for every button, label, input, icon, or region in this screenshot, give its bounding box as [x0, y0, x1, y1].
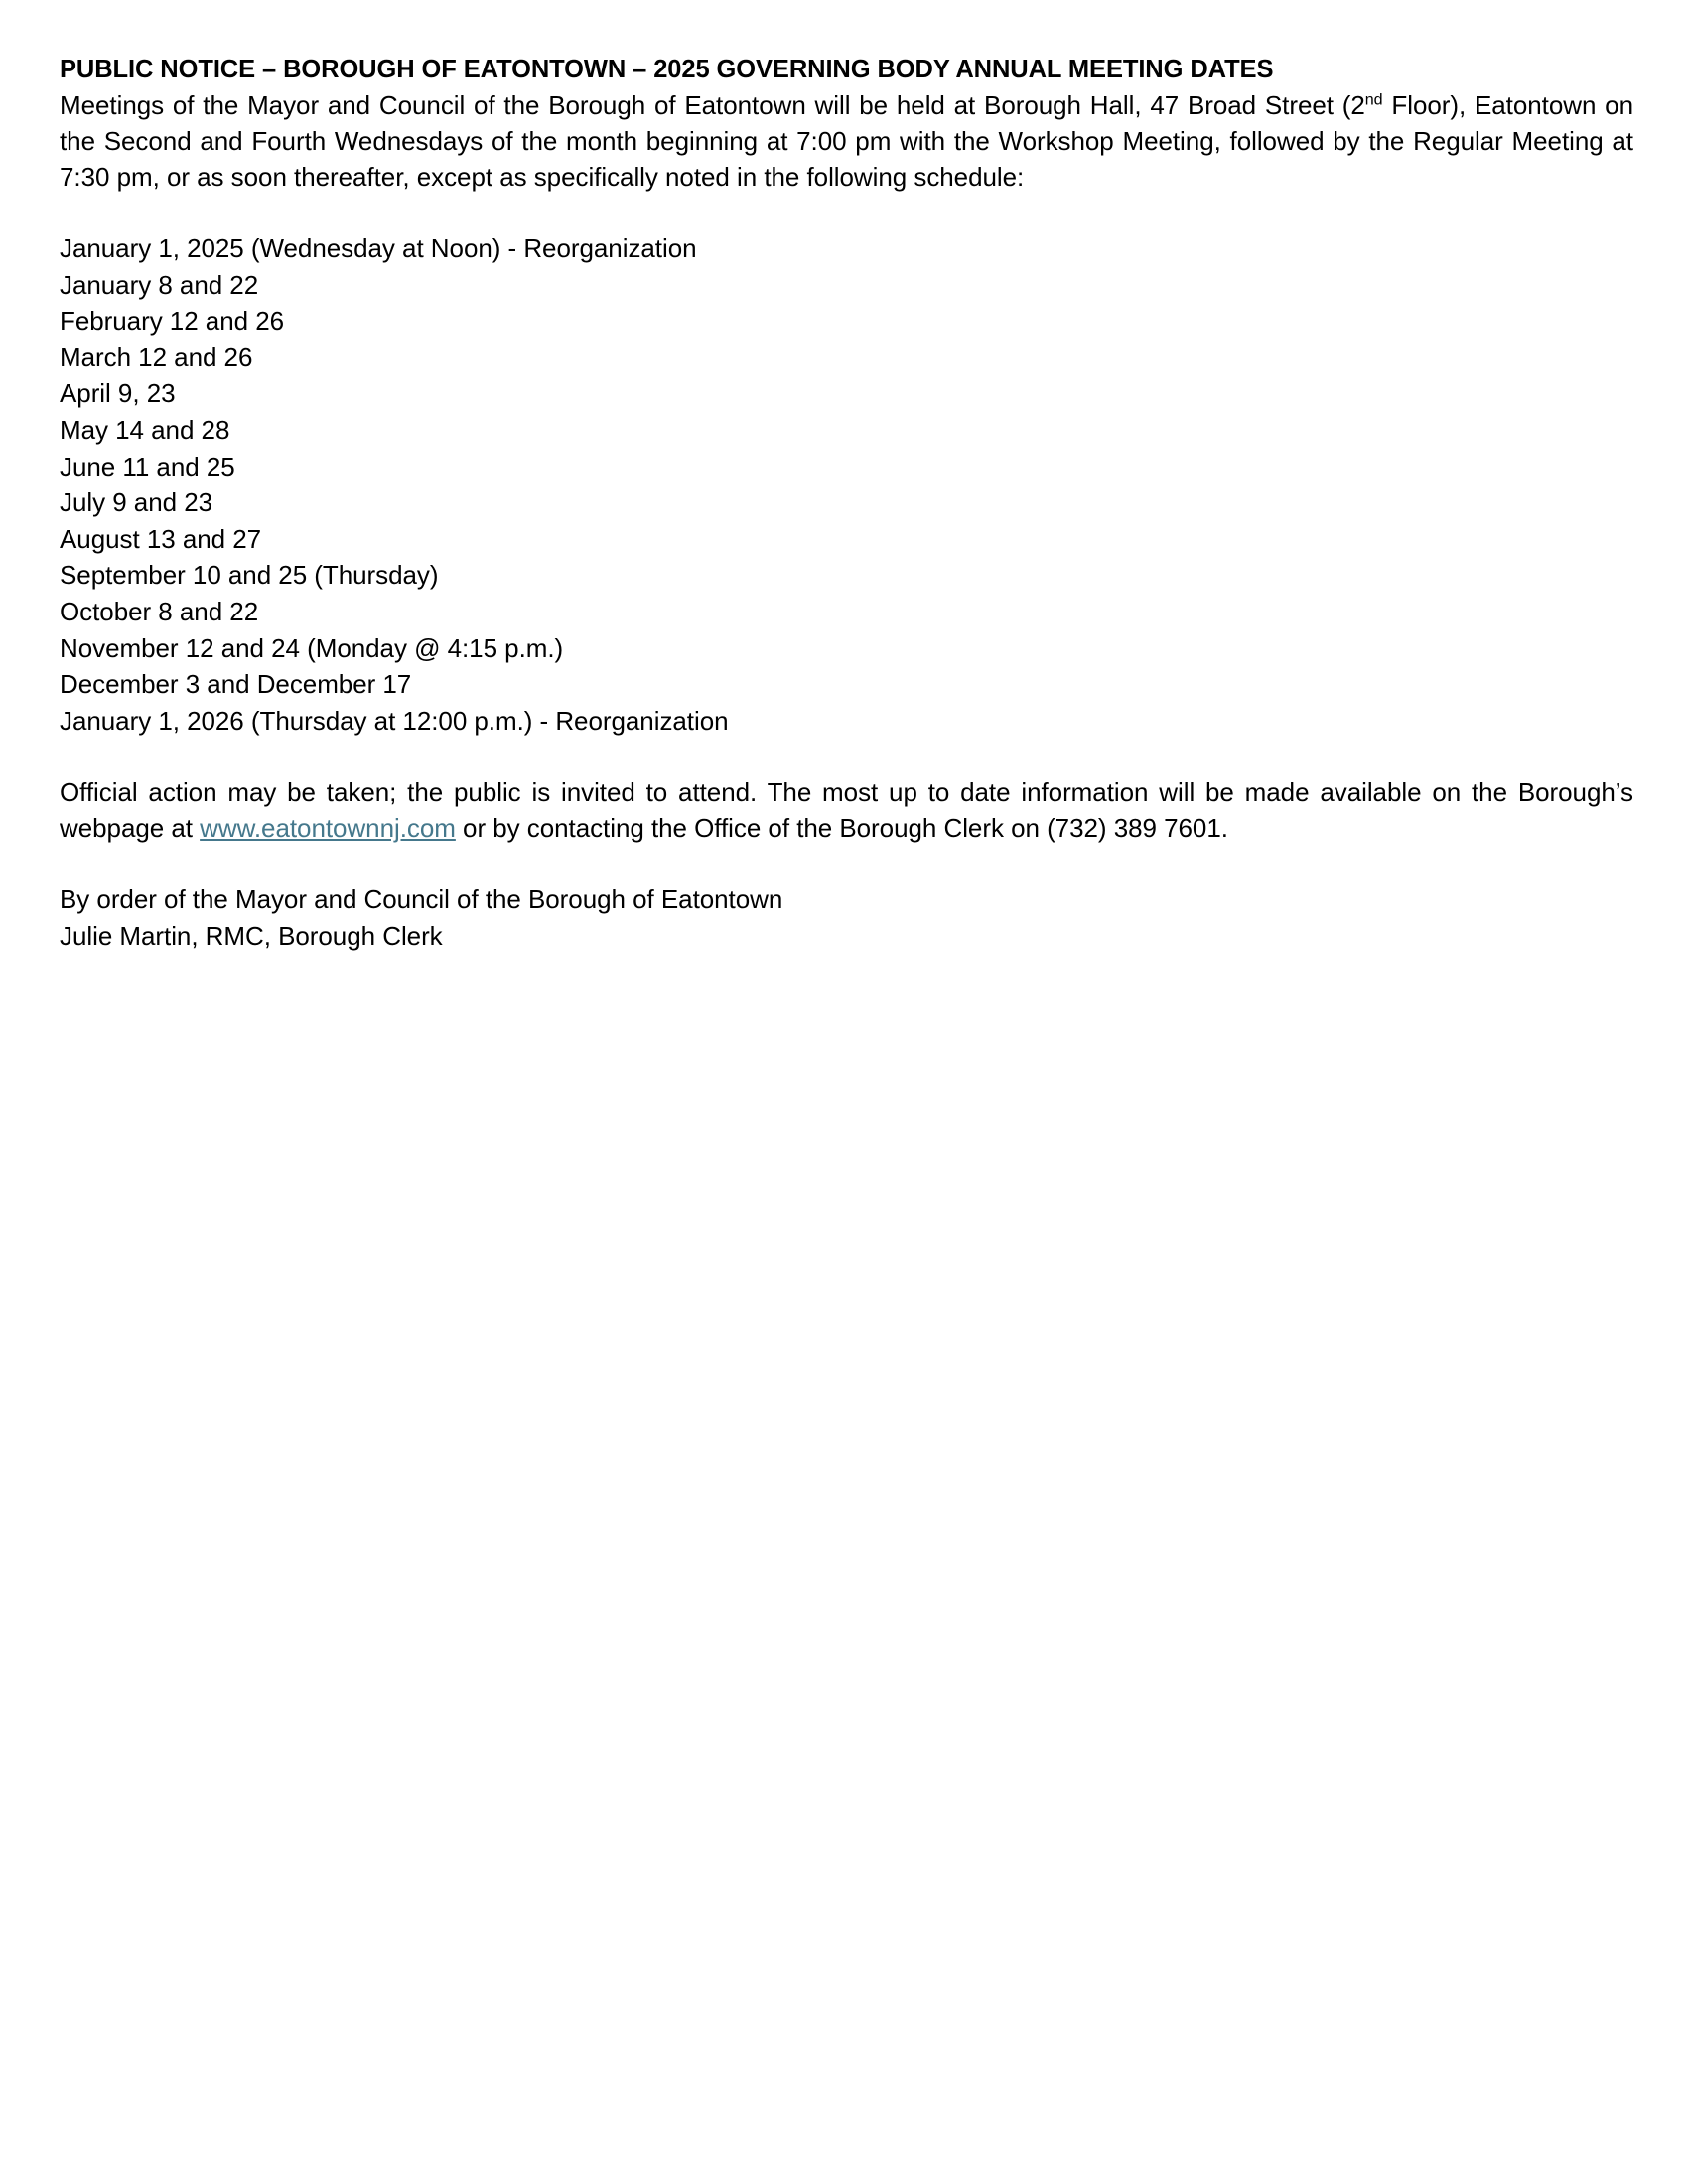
- list-item: October 8 and 22: [60, 596, 259, 626]
- signature-block: [60, 882, 1633, 954]
- page-title: PUBLIC NOTICE – BOROUGH OF EATONTOWN – 2025 GOVERNING BODY ANNUAL MEETING DATES: [60, 56, 1274, 83]
- spacer-after-dates: [60, 739, 1633, 774]
- closing-text-before-link: Official action may be taken; the public is invited to attend. The most up to date information will be made available on the Borough’s webpage at: [60, 777, 1633, 844]
- closing-text-after-link: or by contacting the Office of the Borough Clerk on (732) 389 7601.: [455, 813, 1228, 844]
- list-item: August 13 and 27: [60, 523, 262, 554]
- list-item: April 9, 23: [60, 378, 176, 409]
- spacer-after-closing: [60, 846, 1633, 882]
- list-item: January 1, 2025 (Wednesday at Noon) - Reorganization: [60, 233, 697, 263]
- list-item: February 12 and 26: [60, 306, 285, 337]
- borough-website-link[interactable]: www.eatontownnj.com: [200, 813, 456, 844]
- ordinal-suffix: nd: [1364, 90, 1383, 109]
- list-item: March 12 and 26: [60, 341, 253, 372]
- intro-text-part-two: Floor), Eatontown on the Second and Fourth Wednesdays of the month beginning at 7:00 pm with the Workshop Meeting, followed by the Regular Meeting at 7:30 pm, or as soon thereafter, except as specifically noted in the following schedule:: [60, 90, 1633, 192]
- list-item: July 9 and 23: [60, 487, 213, 518]
- list-item: June 11 and 25: [60, 451, 235, 481]
- list-item: January 8 and 22: [60, 269, 259, 300]
- intro-text-part-one: Meetings of the Mayor and Council of the Borough of Eatontown will be held at Borough Hall, 47 Broad Street (2: [60, 90, 1365, 120]
- meeting-dates-list: [60, 230, 1633, 739]
- signature-clerk-line: Julie Martin, RMC, Borough Clerk: [60, 920, 443, 951]
- closing-paragraph: [60, 774, 1633, 846]
- signature-authority-line: By order of the Mayor and Council of the Borough of Eatontown: [60, 885, 783, 915]
- list-item: November 12 and 24 (Monday @ 4:15 p.m.): [60, 632, 564, 663]
- list-item: September 10 and 25 (Thursday): [60, 560, 439, 591]
- spacer-after-intro: [60, 195, 1633, 230]
- document-body: [60, 52, 1633, 955]
- list-item: May 14 and 28: [60, 414, 230, 445]
- list-item: January 1, 2026 (Thursday at 12:00 p.m.) - Reorganization: [60, 705, 729, 736]
- intro-paragraph: [60, 87, 1633, 195]
- list-item: December 3 and December 17: [60, 669, 412, 700]
